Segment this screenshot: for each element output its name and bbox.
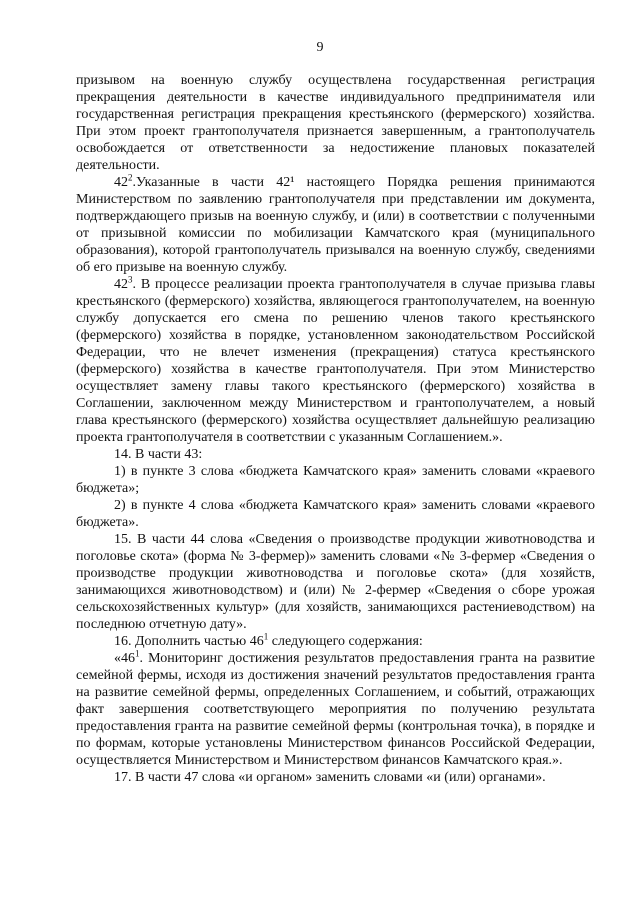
paragraph-46-1: «$46^1$. Мониторинг достижения результатов предоставления гранта на развитие семейной фермы, исходя из достижения значений результатов предоставления гранта на развитие семейной фермы, определенных Соглашением, и событий, отражающих факт завершения соответствующего мероприятия по получению результата предоставления гранта на развитие семейной фермы (контрольная точка), в порядке и по формам, которые установлены Министерством финансов Российской Федерации, осуществляется Министерством и Министерством финансов Камчатского края.». — [76, 648, 595, 768]
item-14-1: 1) в пункте 3 слова «бюджета Камчатского края» заменить словами «краевого бюджета»; — [76, 464, 595, 496]
page-number: 9 — [316, 40, 324, 55]
item-17: 17. В части 47 слова «и органом» заменить словами «и (или) органами». — [114, 770, 546, 785]
item-14: 14. В части 43: — [114, 447, 203, 462]
document-body — [76, 72, 595, 786]
item-14-2: 2) в пункте 4 слова «бюджета Камчатского края» заменить словами «краевого бюджета». — [76, 498, 595, 530]
paragraph-42-2: $42^2.Указанные$ в части 42¹ настоящего Порядка решения принимаются Министерством по заявлению грантополучателя при представлении им документа, подтверждающего призыв на военную службу, и (или) в соответствии с полученными от призывной комиссии по мобилизации Камчатского края (муниципального образования), которой грантополучатель призывался на военную службу, сведениями об его призыве на военную службу. — [76, 172, 595, 275]
item-16: 16. Дополнить частью $46^1$ следующего содержания: — [114, 631, 423, 649]
paragraph-42-3: $42^3$. В процессе реализации проекта грантополучателя в случае призыва главы крестьянского (фермерского) хозяйства, являющегося грантополучателем, на военную службу допускается его смена по решению членов такого крестьянского (фермерского) хозяйства в порядке, установленном законодательством Российской Федерации, что не влечет изменения (прекращения) статуса крестьянского (фермерского) хозяйства в качестве грантополучателя. При этом Министерство осуществляет замену главы такого крестьянского (фермерского) хозяйства в Соглашении, заключенном между Министерством и грантополучателем, а новый глава крестьянского (фермерского) хозяйства осуществляет дальнейшую реализацию проекта грантополучателя в соответствии с указанным Соглашением.». — [76, 274, 595, 445]
paragraph-continuation: призывом на военную службу осуществлена государственная регистрация прекращения деятельности в качестве индивидуального предпринимателя или государственная регистрация прекращения крестьянского (фермерского) хозяйства. При этом проект грантополучателя признается завершенным, а грантополучатель освобождается от ответственности за недостижение плановых показателей деятельности. — [76, 73, 595, 173]
item-15: 15. В части 44 слова «Сведения о производстве продукции животноводства и поголовье скота» (форма № 3-фермер)» заменить словами «№ 3-фермер «Сведения о производстве продукции животноводства и поголовье скота» (для хозяйств, занимающихся животноводством) и (или) № 2-фермер «Сведения о сборе урожая сельскохозяйственных культур» (для хозяйств, занимающихся растениеводством) на последнюю отчетную дату». — [76, 532, 595, 632]
